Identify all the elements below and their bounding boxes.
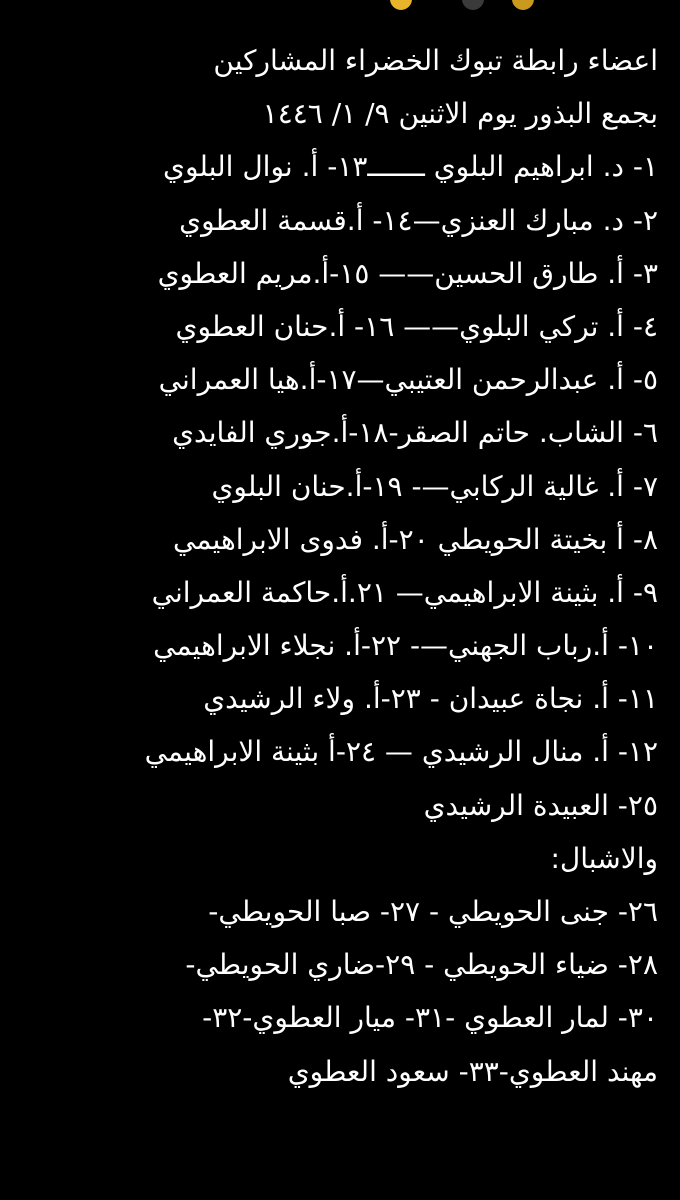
note-line: ٩- أ. بثينة الابراهيمي— ٢١.أ.حاكمة العمراني <box>151 575 658 609</box>
note-line: ٢٨- ضياء الحويطي - ٢٩-ضاري الحويطي- <box>185 948 658 982</box>
note-line: ٢- د. مبارك العنزي—١٤- أ.قسمة العطوي <box>179 203 658 237</box>
emoji-icon <box>512 0 534 10</box>
note-line: ٢٥- العبيدة الرشيدي <box>423 788 658 822</box>
note-title-line: اعضاء رابطة تبوك الخضراء المشاركين <box>213 44 658 77</box>
note-line: ١٠- أ.رباب الجهني—- ٢٢-أ. نجلاء الابراهيمي <box>153 629 658 663</box>
note-date-line: بجمع البذور يوم الاثنين ٩/ ١/ ١٤٤٦ <box>262 97 658 131</box>
note-line: ٢٦- جنى الحويطي - ٢٧- صبا الحويطي- <box>208 895 658 928</box>
note-line: ٣٠- لمار العطوي -٣١- ميار العطوي-٣٢- <box>202 1001 658 1035</box>
note-line: ١٢- أ. منال الرشيدي — ٢٤-أ بثينة الابراهيمي <box>144 735 658 769</box>
note-line: ٥- أ. عبدالرحمن العتيبي—١٧-أ.هيا العمراني <box>158 363 658 397</box>
top-emoji-strip <box>0 0 680 18</box>
note-line: ٤- أ. تركي البلوي—— ١٦- أ.حنان العطوي <box>175 309 658 343</box>
note-section-heading: والاشبال: <box>550 841 658 875</box>
note-line: ١١- أ. نجاة عبيدان - ٢٣-أ. ولاء الرشيدي <box>203 682 658 716</box>
note-line: ١- د. ابراهيم البلوي ـــــــ١٣- أ. نوال البلوي <box>163 150 658 184</box>
note-line: مهند العطوي-٣٣- سعود العطوي <box>287 1054 658 1088</box>
emoji-icon <box>390 0 412 10</box>
note-text-body[interactable] <box>18 34 658 1098</box>
emoji-icon <box>462 0 484 10</box>
note-line: ٦- الشاب. حاتم الصقر-١٨-أ.جوري الفايدي <box>172 416 658 450</box>
note-line: ٧- أ. غالية الركابي—- ١٩-أ.حنان البلوي <box>211 469 658 503</box>
note-line: ٨- أ بخيتة الحويطي ٢٠-أ. فدوى الابراهيمي <box>173 522 658 556</box>
note-line: ٣- أ. طارق الحسين—— ١٥-أ.مريم العطوي <box>157 256 658 290</box>
